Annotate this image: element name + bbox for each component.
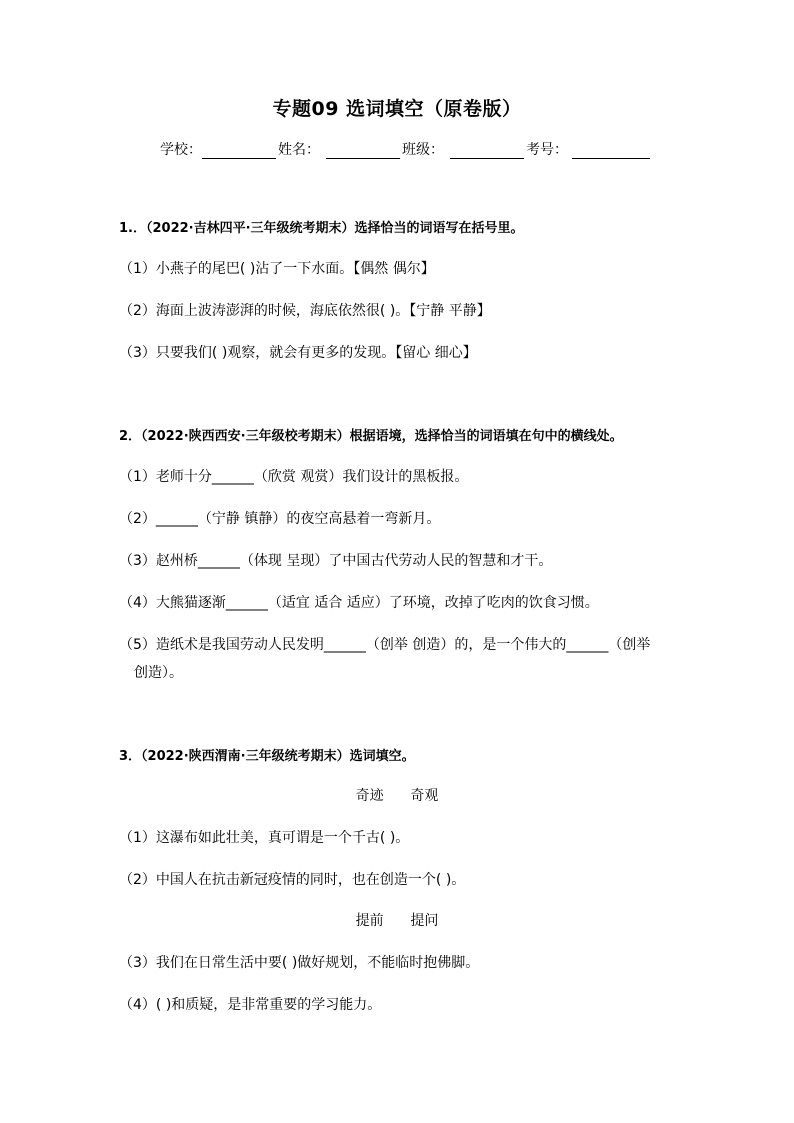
question-2-item-5-line-1: （5）造纸术是我国劳动人民发明______（创举 创造）的，是一个伟大的______（创举 bbox=[119, 637, 651, 653]
class-label: 班级： bbox=[402, 142, 444, 158]
question-3-item-4: （4）( )和质疑，是非常重要的学习能力。 bbox=[119, 997, 382, 1013]
school-blank bbox=[202, 144, 276, 159]
name-label: 姓名： bbox=[278, 142, 320, 158]
question-3-item-3: （3）我们在日常生活中要( )做好规划，不能临时抱佛脚。 bbox=[119, 955, 480, 971]
student-info-line bbox=[160, 139, 652, 159]
question-2-heading: 2．（2022·陕西西安·三年级校考期末）根据语境，选择恰当的词语填在句中的横线处。 bbox=[119, 429, 623, 444]
question-3-heading: 3．（2022·陕西渭南·三年级统考期末）选词填空。 bbox=[119, 749, 415, 764]
exam-number-blank bbox=[572, 144, 650, 159]
question-3-item-1: （1）这瀑布如此壮美，真可谓是一个千古( )。 bbox=[119, 830, 410, 846]
question-2-item-2: （2）______（宁静 镇静）的夜空高悬着一弯新月。 bbox=[119, 511, 441, 527]
question-1-item-2: （2）海面上波涛澎湃的时候，海底依然很( )。【宁静 平静】 bbox=[119, 303, 491, 319]
page-title: 专题09 选词填空（原卷版） bbox=[272, 98, 522, 120]
class-blank bbox=[450, 144, 524, 159]
question-1-item-3: （3）只要我们( )观察，就会有更多的发现。【留心 细心】 bbox=[119, 345, 477, 361]
question-3-item-2: （2）中国人在抗击新冠疫情的同时，也在创造一个( )。 bbox=[119, 872, 466, 888]
word-choices-a: 奇迹 奇观 bbox=[355, 788, 439, 804]
name-blank bbox=[326, 144, 400, 159]
question-2-item-1: （1）老师十分______（欣赏 观赏）我们设计的黑板报。 bbox=[119, 469, 469, 485]
question-1-heading: 1.．（2022·吉林四平·三年级统考期末）选择恰当的词语写在括号里。 bbox=[119, 221, 524, 236]
question-1-item-1: （1）小燕子的尾巴( )沾了一下水面。【偶然 偶尔】 bbox=[119, 261, 435, 277]
question-2-item-3: （3）赵州桥______（体现 呈现）了中国古代劳动人民的智慧和才干。 bbox=[119, 553, 553, 569]
exam-number-label: 考号： bbox=[526, 142, 568, 158]
question-2-item-4: （4）大熊猫逐渐______（适宜 适合 适应）了环境，改掉了吃肉的饮食习惯。 bbox=[119, 595, 599, 611]
word-choices-b: 提前 提问 bbox=[355, 913, 439, 929]
question-2-item-5-line-2: 创造）。 bbox=[134, 665, 183, 681]
school-label: 学校： bbox=[160, 142, 202, 158]
